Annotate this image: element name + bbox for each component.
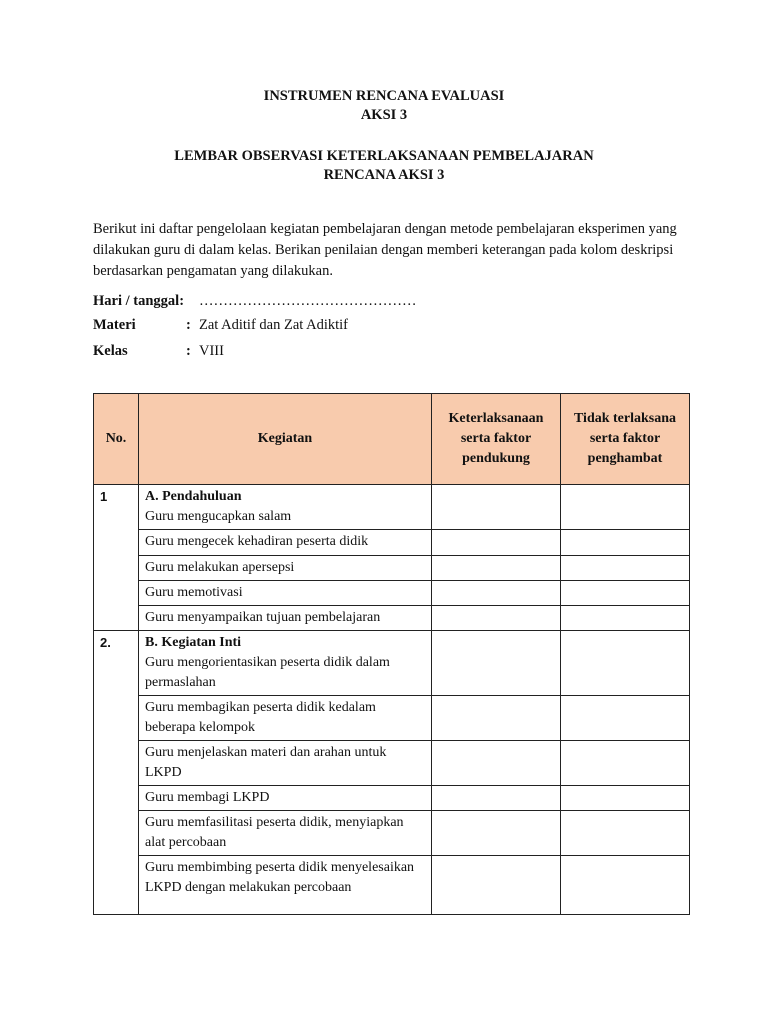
- materi-value: Zat Aditif dan Zat Adiktif: [199, 317, 349, 333]
- activity-text: Guru menyampaikan tujuan pembelajaran: [139, 606, 432, 631]
- keterlaksanaan-cell[interactable]: [432, 530, 561, 556]
- table-row: [94, 741, 690, 786]
- table-header-row: [94, 394, 690, 485]
- keterlaksanaan-cell[interactable]: [432, 786, 561, 811]
- keterlaksanaan-cell[interactable]: [432, 696, 561, 741]
- activity-cell: [139, 631, 432, 696]
- keterlaksanaan-cell[interactable]: [432, 581, 561, 606]
- header-keterlaksanaan: Keterlaksanaan serta faktor pendukung: [432, 394, 561, 485]
- table-row: [94, 581, 690, 606]
- activity-text: Guru melakukan apersepsi: [139, 556, 432, 581]
- keterlaksanaan-cell[interactable]: [432, 741, 561, 786]
- activity-text: Guru memotivasi: [139, 581, 432, 606]
- table-row: [94, 856, 690, 915]
- tidak-terlaksana-cell[interactable]: [561, 856, 690, 915]
- tidak-terlaksana-cell[interactable]: [561, 485, 690, 530]
- hari-value: ………………………………………: [199, 293, 417, 309]
- section-title: B. Kegiatan Inti: [145, 635, 242, 650]
- keterlaksanaan-cell[interactable]: [432, 485, 561, 530]
- keterlaksanaan-cell[interactable]: [432, 606, 561, 631]
- activity-cell: [139, 485, 432, 530]
- tidak-terlaksana-cell[interactable]: [561, 811, 690, 856]
- kelas-label: Kelas: [93, 343, 128, 359]
- activity-text: Guru membagikan peserta didik kedalam beberapa kelompok: [139, 696, 432, 741]
- activity-text: Guru membimbing peserta didik menyelesaikan LKPD dengan melakukan percobaan: [139, 856, 432, 915]
- title-line-1: INSTRUMEN RENCANA EVALUASI: [263, 88, 505, 104]
- hari-label: Hari / tanggal:: [93, 293, 185, 309]
- keterlaksanaan-cell[interactable]: [432, 556, 561, 581]
- document-subtitle: [0, 147, 768, 185]
- keterlaksanaan-cell[interactable]: [432, 811, 561, 856]
- subtitle-line-2: RENCANA AKSI 3: [323, 167, 445, 183]
- tidak-terlaksana-cell[interactable]: [561, 696, 690, 741]
- table-row: [94, 485, 690, 530]
- kelas-value: VIII: [199, 343, 224, 359]
- tidak-terlaksana-cell[interactable]: [561, 581, 690, 606]
- materi-colon: :: [186, 317, 191, 333]
- section-title: A. Pendahuluan: [145, 489, 242, 504]
- header-tidak-terlaksana: Tidak terlaksana serta faktor penghambat: [561, 394, 690, 485]
- table-row: [94, 606, 690, 631]
- table-row: [94, 696, 690, 741]
- tidak-terlaksana-cell[interactable]: [561, 786, 690, 811]
- document-title: [0, 87, 768, 125]
- row-number: 2.: [94, 631, 139, 915]
- tidak-terlaksana-cell[interactable]: [561, 530, 690, 556]
- intro-paragraph: Berikut ini daftar pengelolaan kegiatan pembelajaran dengan metode pembelajaran eksperimen yang dilakukan guru di dalam kelas. Berikan penilaian dengan memberi keterangan pada kolom deskripsi berdasarkan pengamatan yang dilakukan.: [93, 221, 677, 279]
- subtitle-line-1: LEMBAR OBSERVASI KETERLAKSANAAN PEMBELAJARAN: [174, 148, 594, 164]
- materi-label: Materi: [93, 317, 136, 333]
- keterlaksanaan-cell[interactable]: [432, 856, 561, 915]
- table-row: [94, 631, 690, 696]
- table-row: [94, 786, 690, 811]
- title-line-2: AKSI 3: [360, 107, 408, 123]
- header-no: No.: [94, 394, 139, 485]
- tidak-terlaksana-cell[interactable]: [561, 556, 690, 581]
- tidak-terlaksana-cell[interactable]: [561, 741, 690, 786]
- table-row: [94, 811, 690, 856]
- keterlaksanaan-cell[interactable]: [432, 631, 561, 696]
- activity-text: Guru memfasilitasi peserta didik, menyiapkan alat percobaan: [139, 811, 432, 856]
- activity-text: Guru menjelaskan materi dan arahan untuk LKPD: [139, 741, 432, 786]
- observation-table: [93, 393, 690, 915]
- activity-text: Guru mengorientasikan peserta didik dalam permaslahan: [145, 655, 390, 690]
- header-kegiatan: Kegiatan: [139, 394, 432, 485]
- tidak-terlaksana-cell[interactable]: [561, 606, 690, 631]
- table-row: [94, 556, 690, 581]
- row-number: 1: [94, 485, 139, 631]
- kelas-colon: :: [186, 343, 191, 359]
- table-row: [94, 530, 690, 556]
- activity-text: Guru mengecek kehadiran peserta didik: [139, 530, 432, 556]
- activity-text: Guru membagi LKPD: [139, 786, 432, 811]
- tidak-terlaksana-cell[interactable]: [561, 631, 690, 696]
- activity-text: Guru mengucapkan salam: [145, 509, 292, 524]
